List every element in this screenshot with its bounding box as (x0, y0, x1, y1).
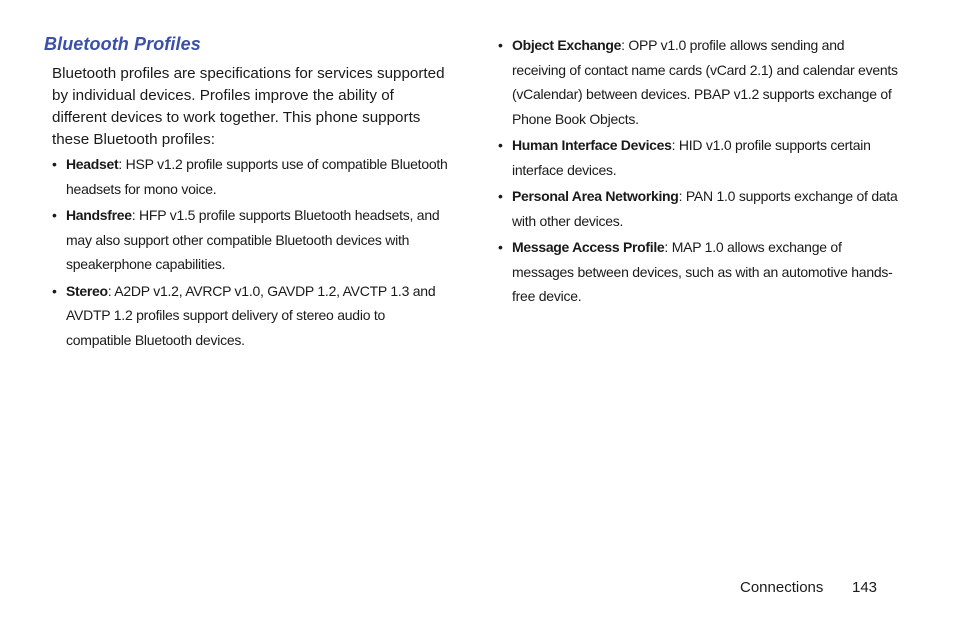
list-item (498, 133, 898, 182)
profile-term: Personal Area Networking (512, 188, 679, 204)
footer-section-name: Connections (740, 579, 824, 596)
list-item (52, 152, 452, 201)
section-heading: Bluetooth Profiles (44, 34, 201, 54)
profile-term: Object Exchange (512, 37, 622, 53)
profile-term: Human Interface Devices (512, 137, 672, 153)
list-item (52, 203, 452, 277)
bullet-icon: • (498, 37, 503, 53)
list-item (498, 184, 898, 233)
bullet-icon: • (52, 282, 57, 299)
profile-term: Message Access Profile (512, 239, 665, 255)
profile-description: : HFP v1.5 profile supports Bluetooth headsets, and may also support other compatible Bluetooth devices with speakerphone capabilities. (66, 207, 440, 272)
list-item (498, 235, 898, 309)
intro-paragraph: Bluetooth profiles are specifications for services supported by individual devices. Profiles improve the ability of different devices to work together. This phone supports these Bluetooth profiles: (52, 65, 445, 148)
bullet-icon: • (52, 207, 57, 223)
profile-term: Headset (66, 156, 119, 172)
profile-description: : PAN 1.0 supports exchange of data with other devices. (512, 188, 898, 229)
profile-term: Stereo (66, 282, 108, 299)
bullet-icon: • (498, 239, 503, 255)
profile-description: : HSP v1.2 profile supports use of compatible Bluetooth headsets for mono voice. (66, 156, 448, 197)
profile-description: : A2DP v1.2, AVRCP v1.0, GAVDP 1.2, AVCTP 1.3 and AVDTP 1.2 profiles support delivery of stereo audio to compatible Bluetooth devices. (66, 282, 436, 348)
profile-list-left (52, 152, 452, 354)
list-item (52, 279, 452, 353)
profile-description: : OPP v1.0 profile allows sending and receiving of contact name cards (vCard 2.1) and calendar events (vCalendar) between devices. PBAP v1.2 supports exchange of Phone Book Objects. (512, 37, 898, 127)
bullet-icon: • (498, 188, 503, 204)
bullet-icon: • (52, 156, 57, 172)
list-item (498, 33, 898, 131)
profile-list-right (498, 33, 898, 311)
profile-description: : MAP 1.0 allows exchange of messages between devices, such as with an automotive hands-free device. (512, 239, 893, 304)
bullet-icon: • (498, 137, 503, 153)
profile-term: Handsfree (66, 207, 132, 223)
profile-description: : HID v1.0 profile supports certain interface devices. (512, 137, 871, 178)
page-number: 143 (852, 579, 878, 596)
